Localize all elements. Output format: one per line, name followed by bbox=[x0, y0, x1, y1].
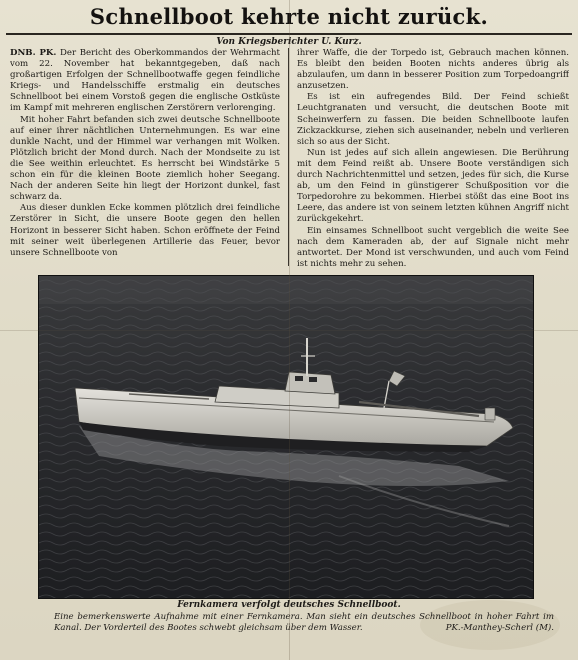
paragraph-text: Der Bericht des Oberkommandos der Wehrmacht vom 22. November hat bekanntgegeben, daß nach großartigen Erfolgen der Schnellbootwaffe gegen feindliche Kriegs- und Handelsschiffe erstmalig ein deutsches Schnellboot bei einem Vorstoß gegen die englische Ostküste im Kampf mit mehreren englischen Zerstörern verlorenging. bbox=[10, 48, 280, 114]
paragraph: ihrer Waffe, die der Torpedo ist, Gebrauch machen können. Es bleibt den beiden Booten nichts anderes übrig als abzulaufen, um dann in besserer Position zum Torpedoangriff anzusetzen. bbox=[297, 48, 569, 92]
left-column bbox=[10, 48, 280, 270]
paragraph: Es ist ein aufregendes Bild. Der Feind schießt Leuchtgranaten und versucht, die deutschen Boote mit Scheinwerfern zu fassen. Die beiden Schnellboote laufen Zickzackkurse, ziehen sich auseinander, nebeln und verlieren sich so aus der Sicht. bbox=[297, 92, 569, 147]
right-column bbox=[297, 48, 569, 270]
paragraph: Nun ist jedes auf sich allein angewiesen. Die Berührung mit dem Feind reißt ab. Unsere Boote verständigen sich durch Nachrichtenmittel und setzen, jedes für sich, die Kurse ab, um den Feind in günstigerer Schußposition vor die Torpedorohre zu bekommen. Hierbei stößt das eine Boot ins Leere, das andere ist von seinem letzten kühnen Angriff nicht zurückgekehrt. bbox=[297, 147, 569, 225]
paragraph: Ein einsames Schnellboot sucht vergeblich die weite See nach dem Kameraden ab, der auf Signale nicht mehr antwortet. Der Mond ist verschwunden, und auch vom Feind ist nichts mehr zu sehen. bbox=[297, 225, 569, 269]
dateline: DNB. PK. bbox=[10, 48, 57, 58]
paragraph bbox=[10, 48, 280, 115]
paragraph: Aus dieser dunklen Ecke kommen plötzlich drei feindliche Zerstörer in Sicht, die unsere Boote gegen den hellen Horizont in besserer Sicht haben. Schon eröffnete der Feind mit seiner weit überlegenen Artillerie das Feuer, bevor unsere Schnellboote von bbox=[10, 203, 280, 258]
speedboat-photo-image bbox=[39, 276, 533, 598]
photo-caption-text: Eine bemerkenswerte Aufnahme mit einer Fernkamera. Man sieht ein deutsches Schnellboot in hoher Fahrt im Kanal. Der Vorderteil des Bootes schwebt gleichsam über dem Wasser. bbox=[54, 612, 554, 634]
paragraph: Mit hoher Fahrt befanden sich zwei deutsche Schnellboote auf einer ihrer nächtlichen Unternehmungen. Es war eine dunkle Nacht, und der Himmel war verhangen mit Wolken. Plötzlich bricht der Mond durch. Nach der Mondseite zu ist die See weithin erleuchtet. Es herrscht bei Windstärke 5 schon ein für die kleinen Boote ziemlich hoher Seegang. Nach der anderen Seite hin liegt der Horizont dunkel, fast schwarz da. bbox=[10, 114, 280, 203]
photo-credit: PK.-Manthey-Scherl (M). bbox=[445, 623, 554, 634]
article-headline: Schnellboot kehrte nicht zurück. bbox=[89, 4, 489, 29]
photo-caption-title: Fernkamera verfolgt deutsches Schnellboot. bbox=[177, 600, 401, 610]
photo-caption bbox=[54, 612, 554, 634]
paper-fold-horizontal bbox=[0, 330, 578, 331]
speedboat-photo bbox=[38, 275, 534, 599]
article-byline: Von Kriegsberichter U. Kurz. bbox=[216, 37, 362, 47]
